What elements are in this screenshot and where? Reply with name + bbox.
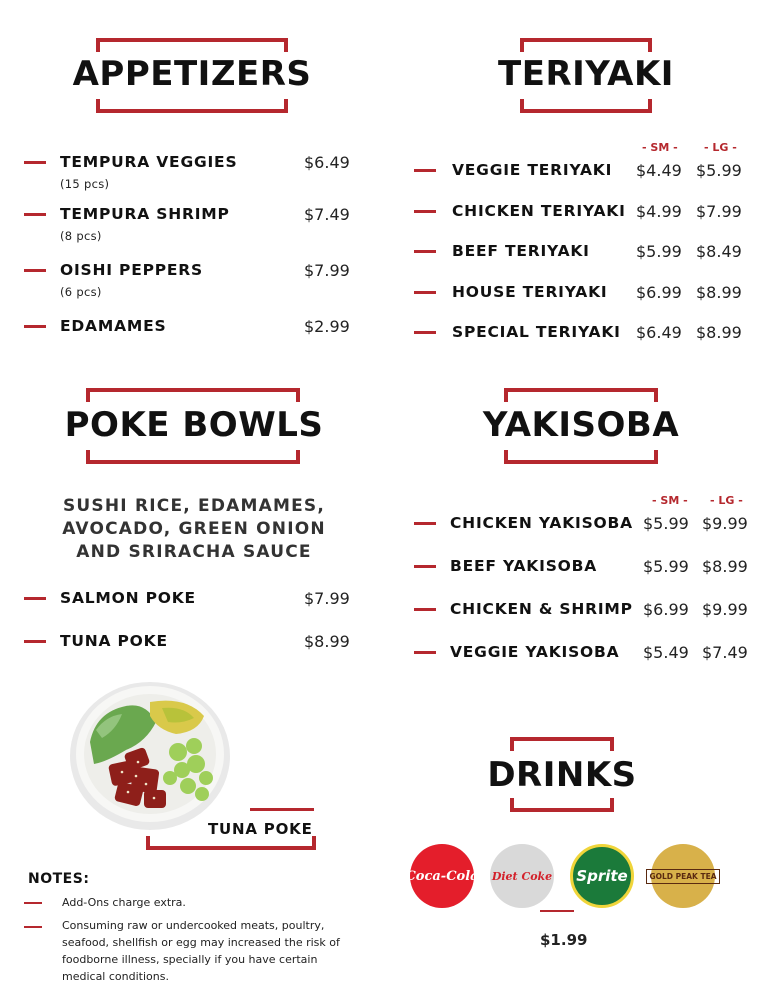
menu-item-name: TUNA POKE — [60, 632, 168, 650]
poke-description: SUSHI RICE, EDAMAMES, AVOCADO, GREEN ONION AND SRIRACHA SAUCE — [62, 496, 326, 562]
menu-item-name: CHICKEN YAKISOBA — [450, 514, 633, 532]
price-large: $8.99 — [702, 557, 748, 576]
frame-top — [504, 388, 658, 402]
menu-item-name: CHICKEN TERIYAKI — [452, 202, 626, 220]
price-large: $8.99 — [696, 283, 742, 302]
menu-item-name: TEMPURA SHRIMP — [60, 205, 230, 223]
coca-cola-logo: Coca-Cola — [410, 844, 474, 908]
item-dash — [24, 325, 46, 328]
item-dash — [414, 331, 436, 334]
price-small: $5.99 — [636, 242, 682, 261]
item-dash — [414, 291, 436, 294]
item-dash — [414, 608, 436, 611]
frame-top — [86, 388, 300, 402]
note-text: Consuming raw or undercooked meats, poultry, seafood, shellfish or egg may increased the risk of foodborne illness, specially if you have certain medical conditions. — [62, 919, 340, 983]
price-large: $5.99 — [696, 161, 742, 180]
item-dash — [414, 651, 436, 654]
section-title: TERIYAKI — [498, 54, 674, 94]
price-large: $9.99 — [702, 600, 748, 619]
frame-bottom — [96, 99, 288, 113]
note-dash — [24, 926, 42, 928]
price-large: $7.99 — [696, 202, 742, 221]
caption-line — [250, 808, 314, 811]
item-dash — [414, 210, 436, 213]
menu-item-name: SALMON POKE — [60, 589, 196, 607]
note-dash — [24, 902, 42, 904]
menu-item-name: SPECIAL TERIYAKI — [452, 323, 621, 341]
diet-coke-logo: Diet Coke — [490, 844, 554, 908]
price-large: $9.99 — [702, 514, 748, 533]
menu-item-name: CHICKEN & SHRIMP — [450, 600, 633, 618]
section-title: APPETIZERS — [72, 54, 312, 94]
frame-bottom — [510, 798, 614, 812]
price-line — [540, 910, 574, 912]
drinks-price: $1.99 — [540, 931, 588, 949]
frame-bottom — [504, 450, 658, 464]
menu-item-price: $7.99 — [304, 261, 350, 280]
item-dash — [414, 250, 436, 253]
menu-item-name: VEGGIE YAKISOBA — [450, 643, 620, 661]
price-large: $7.49 — [702, 643, 748, 662]
price-small: $4.49 — [636, 161, 682, 180]
photo-caption: TUNA POKE — [208, 820, 313, 838]
menu-item-note: (8 pcs) — [60, 229, 102, 243]
section-title: DRINKS — [487, 755, 637, 795]
frame-top — [510, 737, 614, 751]
menu-item-price: $7.49 — [304, 205, 350, 224]
frame-bottom — [520, 99, 652, 113]
price-small: $5.99 — [643, 514, 689, 533]
menu-item-name: OISHI PEPPERS — [60, 261, 203, 279]
caption-frame — [146, 836, 316, 850]
size-large-header: - LG - — [704, 141, 737, 154]
menu-item-price: $6.49 — [304, 153, 350, 172]
price-small: $4.99 — [636, 202, 682, 221]
section-title: POKE BOWLS — [64, 405, 324, 445]
price-small: $6.99 — [636, 283, 682, 302]
gold-peak-tea-logo: GOLD PEAK TEA — [651, 844, 715, 908]
notes-title: NOTES: — [28, 871, 90, 887]
menu-item-name: VEGGIE TERIYAKI — [452, 161, 613, 179]
sprite-logo: Sprite — [570, 844, 634, 908]
size-small-header: - SM - — [642, 141, 678, 154]
poke-bowl-image — [66, 672, 234, 832]
menu-item-price: $7.99 — [304, 589, 350, 608]
item-dash — [414, 169, 436, 172]
menu-item-note: (6 pcs) — [60, 285, 102, 299]
menu-item-price: $2.99 — [304, 317, 350, 336]
item-dash — [24, 213, 46, 216]
frame-bottom — [86, 450, 300, 464]
item-dash — [24, 597, 46, 600]
price-large: $8.99 — [696, 323, 742, 342]
menu-item-name: BEEF YAKISOBA — [450, 557, 598, 575]
section-title: YAKISOBA — [482, 405, 680, 445]
price-small: $6.49 — [636, 323, 682, 342]
menu-item-price: $8.99 — [304, 632, 350, 651]
item-dash — [414, 522, 436, 525]
frame-top — [520, 38, 652, 52]
item-dash — [24, 269, 46, 272]
price-small: $6.99 — [643, 600, 689, 619]
price-small: $5.99 — [643, 557, 689, 576]
size-large-header: - LG - — [710, 494, 743, 507]
item-dash — [414, 565, 436, 568]
item-dash — [24, 161, 46, 164]
price-small: $5.49 — [643, 643, 689, 662]
menu-item-name: EDAMAMES — [60, 317, 167, 335]
menu-item-name: HOUSE TERIYAKI — [452, 283, 608, 301]
menu-item-name: BEEF TERIYAKI — [452, 242, 590, 260]
frame-top — [96, 38, 288, 52]
size-small-header: - SM - — [652, 494, 688, 507]
menu-item-note: (15 pcs) — [60, 177, 110, 191]
item-dash — [24, 640, 46, 643]
menu-item-name: TEMPURA VEGGIES — [60, 153, 238, 171]
price-large: $8.49 — [696, 242, 742, 261]
note-text: Add-Ons charge extra. — [62, 896, 186, 909]
